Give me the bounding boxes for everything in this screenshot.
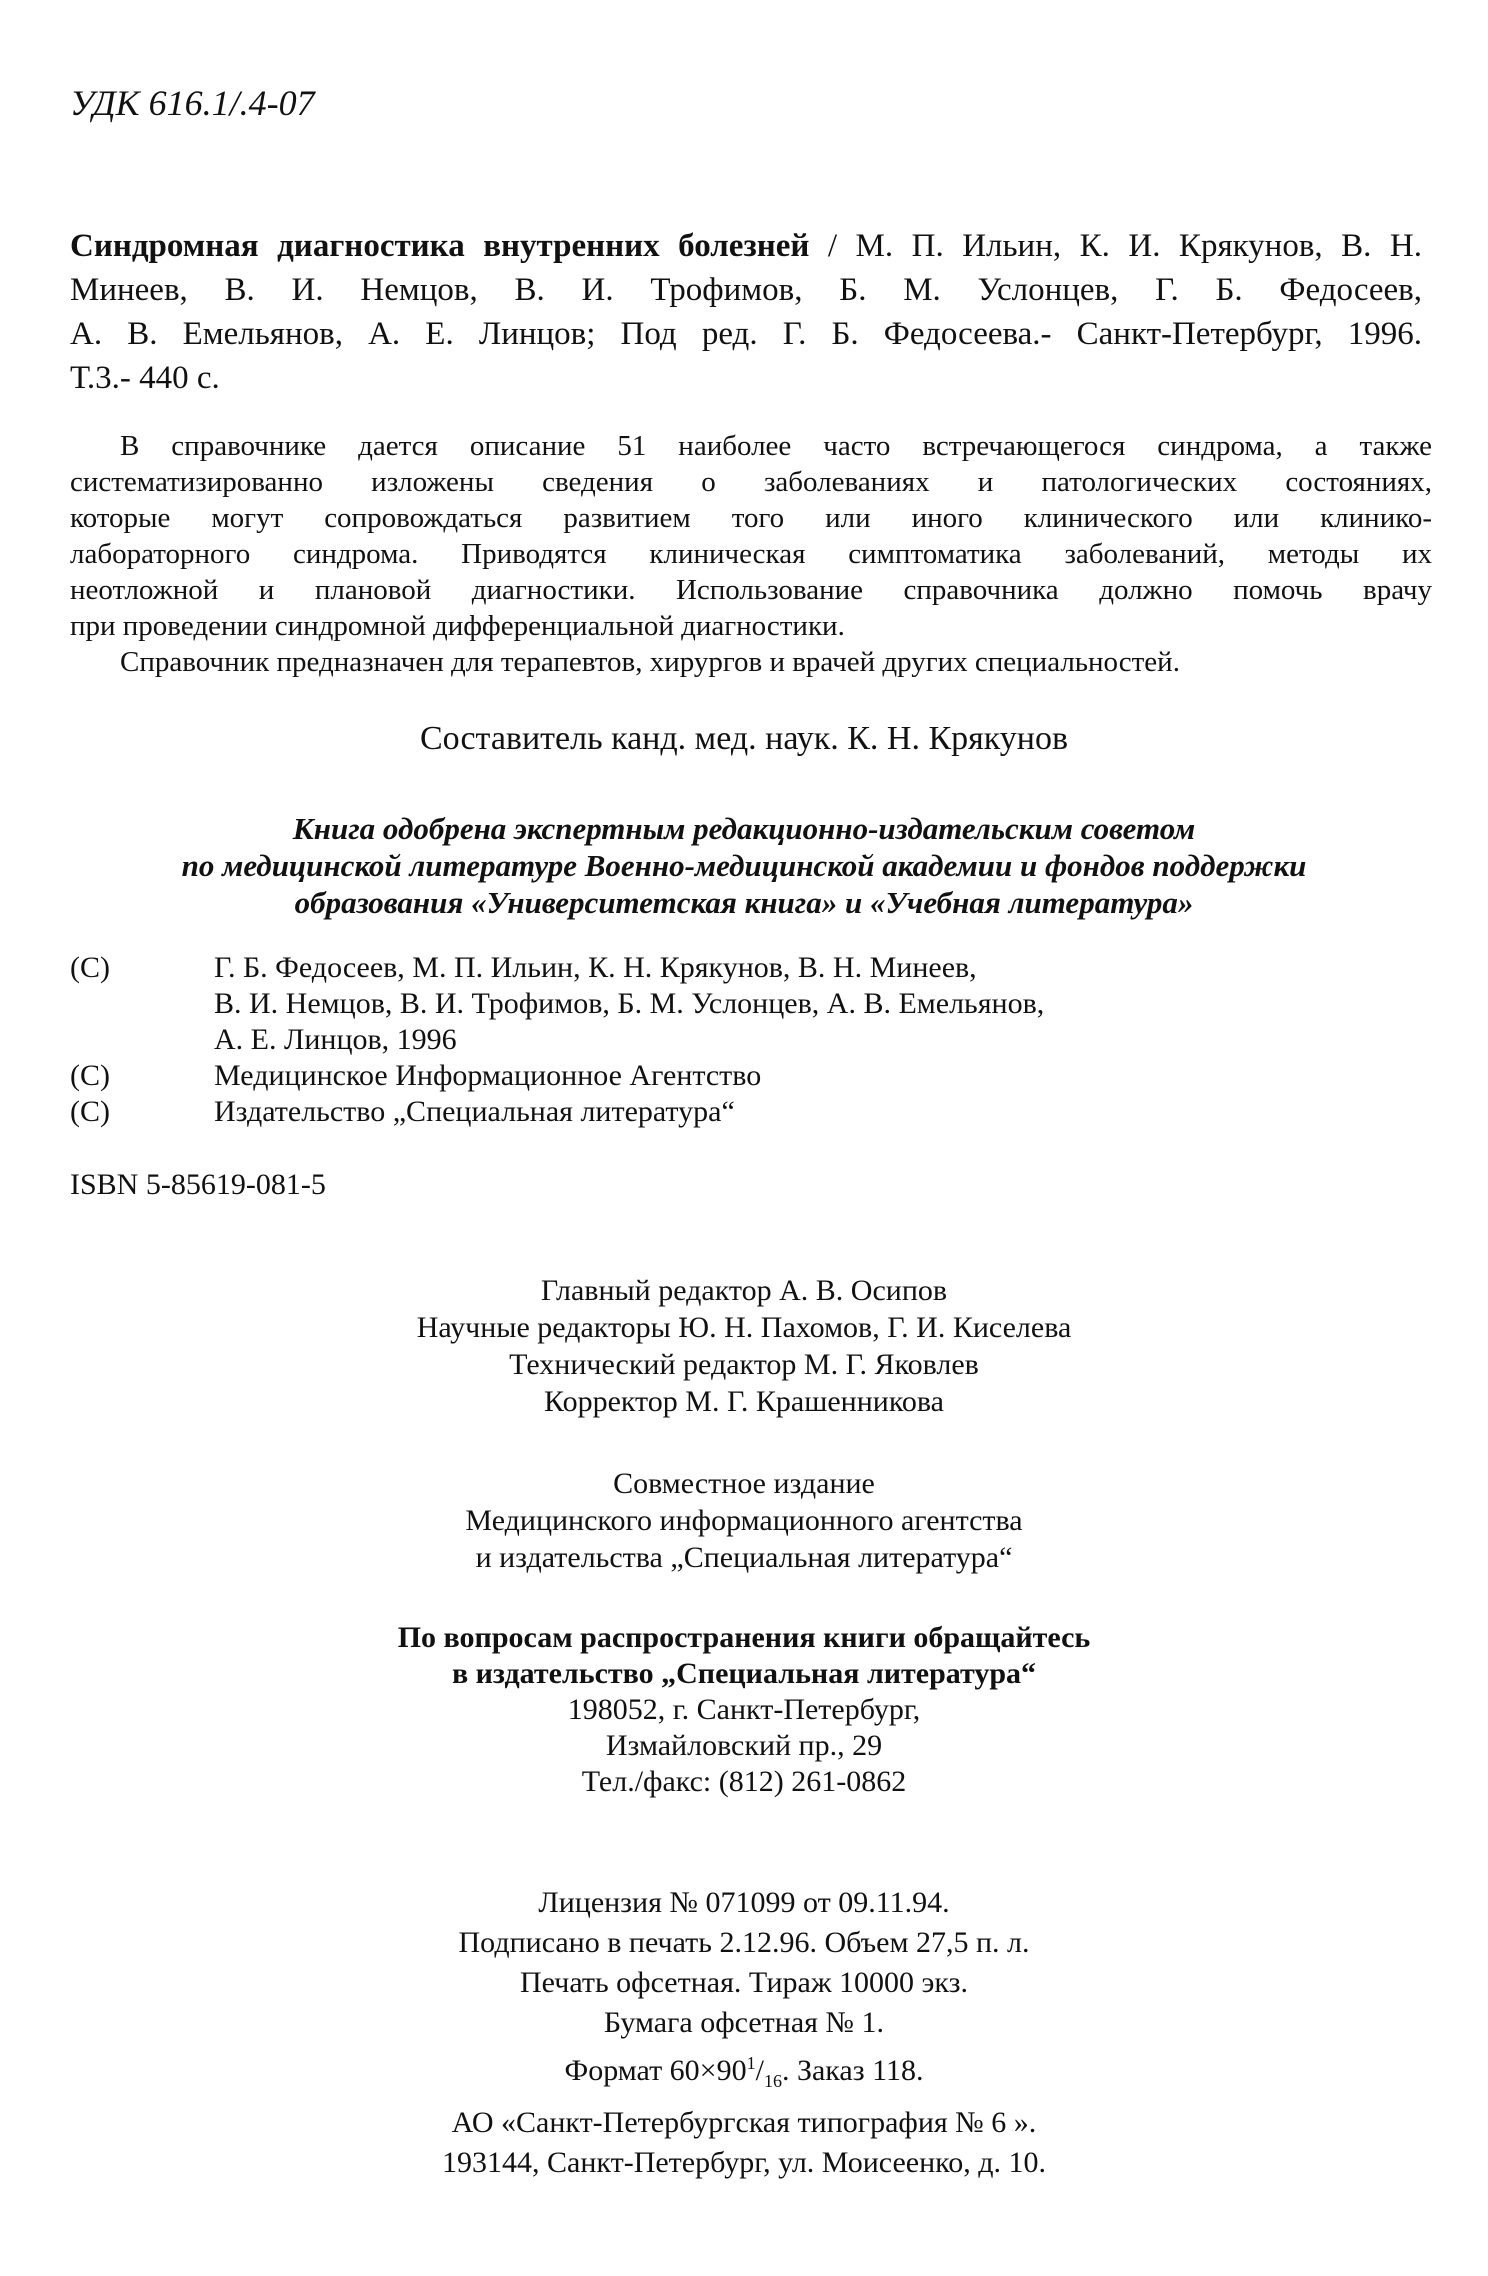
- approval-line: Книга одобрена экспертным редакционно-издательским советом: [292, 811, 1196, 846]
- distribution-address: 198052, г. Санкт-Петербург,: [567, 1693, 921, 1726]
- distribution-heading: в издательство „Специальная литература“: [451, 1657, 1037, 1690]
- format-suffix: . Заказ 118.: [781, 2054, 924, 2087]
- distribution-contact: [0, 1620, 1488, 1800]
- format-line: [0, 2043, 1488, 2101]
- copyright-block: [70, 950, 1044, 1130]
- copyright-holders: [214, 1094, 735, 1130]
- udc-code: УДК 616.1/.4-07: [70, 83, 315, 123]
- book-title: Синдромная диагностика внутренних болезней: [70, 228, 810, 264]
- print-line: Бумага офсетная № 1.: [603, 2006, 885, 2039]
- copyright-row: [70, 1094, 1044, 1130]
- editor-line: Технический редактор М. Г. Яковлев: [509, 1348, 979, 1381]
- approval-line: по медицинской литературе Военно-медицинской академии и фондов поддержки: [181, 848, 1307, 883]
- abstract-line: которые могут сопровождаться развитием того или иного клинического или клинико-: [70, 502, 1432, 534]
- abstract-line: лабораторного синдрома. Приводятся клиническая симптоматика заболеваний, методы их: [70, 538, 1432, 570]
- coedition-line: Совместное издание: [613, 1467, 875, 1500]
- biblio-line-1: [70, 224, 1422, 268]
- biblio-authors-start: / М. П. Ильин, К. И. Крякунов, В. Н.: [809, 228, 1422, 264]
- format-fraction-slash: /: [755, 2054, 764, 2087]
- copyright-row: [70, 950, 1044, 1058]
- editor-line: Корректор М. Г. Крашенникова: [544, 1385, 944, 1418]
- coedition-line: и издательства „Специальная литература“: [475, 1541, 1013, 1574]
- isbn: ISBN 5-85619-081-5: [70, 1168, 326, 1201]
- coedition-line: Медицинского информационного агентства: [465, 1504, 1023, 1537]
- abstract-audience: Справочник предназначен для терапевтов, хирургов и врачей других специальностей.: [120, 646, 1180, 678]
- distribution-heading: По вопросам распространения книги обращайтесь: [397, 1621, 1091, 1654]
- biblio-line-3: А. В. Емельянов, А. Е. Линцов; Под ред. Г. Б. Федосеева.- Санкт-Петербург, 1996.: [70, 316, 1422, 352]
- approval-line: образования «Университетская книга» и «Учебная литература»: [294, 885, 1194, 920]
- editor-line: Научные редакторы Ю. Н. Пахомов, Г. И. Киселева: [416, 1311, 1072, 1344]
- abstract: [70, 428, 1432, 680]
- printing-house: [0, 2103, 1488, 2183]
- printer-address: 193144, Санкт-Петербург, ул. Моисеенко, д. 10.: [442, 2146, 1046, 2179]
- print-details: [0, 1883, 1488, 2101]
- format-fraction-numerator: 1: [746, 2053, 756, 2073]
- copyright-symbol: (С): [70, 1095, 110, 1128]
- copyright-symbol: (С): [70, 1059, 110, 1092]
- editor-line: Главный редактор А. В. Осипов: [540, 1274, 948, 1307]
- editorial-staff: [0, 1272, 1488, 1420]
- distribution-phone: Тел./факс: (812) 261-0862: [581, 1765, 907, 1798]
- copyright-line: В. И. Немцов, В. И. Трофимов, Б. М. Услонцев, А. В. Емельянов,: [214, 987, 1045, 1020]
- approval-note: [0, 810, 1488, 921]
- copyright-line: Издательство „Специальная литература“: [214, 1095, 735, 1128]
- abstract-line: В справочнике дается описание 51 наиболее часто встречающегося синдрома, а также: [120, 430, 1432, 462]
- copyright-holders: [214, 950, 1044, 1058]
- copyright-holders: [214, 1058, 761, 1094]
- abstract-line: систематизированно изложены сведения о заболеваниях и патологических состояниях,: [70, 466, 1432, 498]
- biblio-line-2: Минеев, В. И. Немцов, В. И. Трофимов, Б. М. Услонцев, Г. Б. Федосеев,: [70, 272, 1422, 308]
- format-prefix: Формат 60×90: [564, 2054, 747, 2087]
- compiler-line: Составитель канд. мед. наук. К. Н. Крякунов: [419, 720, 1069, 757]
- biblio-line-4: Т.3.- 440 с.: [70, 360, 220, 396]
- copyright-symbol: (С): [70, 951, 110, 984]
- abstract-line: при проведении синдромной дифференциальной диагностики.: [70, 610, 845, 642]
- copyright-row: [70, 1058, 1044, 1094]
- coedition-note: [0, 1465, 1488, 1576]
- print-line: Подписано в печать 2.12.96. Объем 27,5 п. л.: [458, 1926, 1030, 1959]
- format-fraction-denominator: 16: [763, 2071, 782, 2091]
- abstract-line: неотложной и плановой диагностики. Использование справочника должно помочь врачу: [70, 574, 1432, 606]
- copyright-line: А. Е. Линцов, 1996: [214, 1023, 457, 1056]
- bibliographic-record: [70, 224, 1422, 400]
- distribution-address: Измайловский пр., 29: [605, 1729, 883, 1762]
- printer-name: АО «Санкт-Петербургская типография № 6 ».: [451, 2106, 1037, 2139]
- copyright-line: Медицинское Информационное Агентство: [214, 1059, 762, 1092]
- copyright-line: Г. Б. Федосеев, М. П. Ильин, К. Н. Крякунов, В. Н. Минеев,: [214, 951, 977, 984]
- print-line: Печать офсетная. Тираж 10000 экз.: [520, 1966, 968, 1999]
- license-line: Лицензия № 071099 от 09.11.94.: [538, 1886, 950, 1919]
